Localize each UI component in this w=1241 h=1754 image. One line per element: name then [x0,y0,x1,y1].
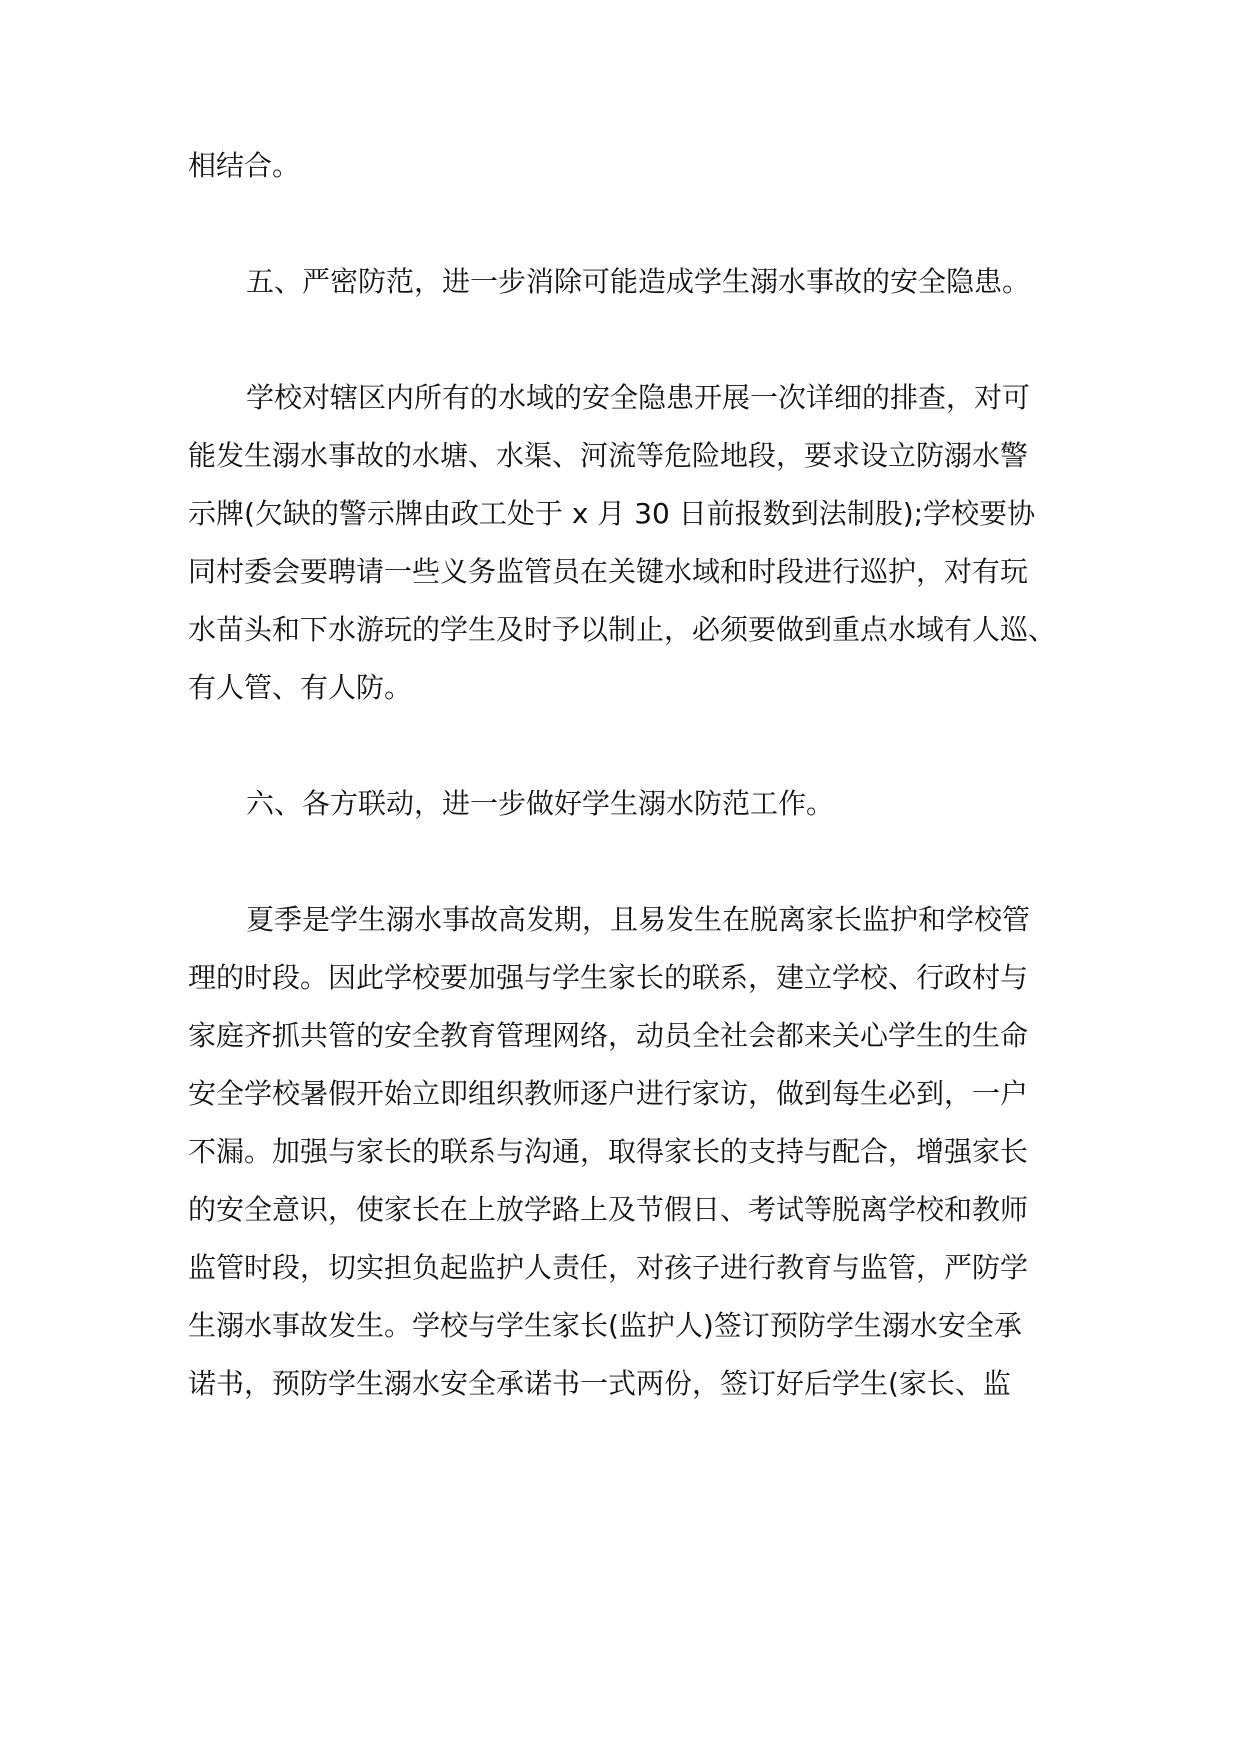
paragraph-line: 同村委会要聘请一些义务监管员在关键水域和时段进行巡护，对有玩 [188,555,1029,588]
paragraph-line: 有人管、有人防。 [188,671,413,704]
paragraph-line: 夏季是学生溺水事故高发期，且易发生在脱离家长监护和学校管 [246,903,1031,936]
paragraph-line: 示牌(欠缺的警示牌由政工处于 x 月 30 日前报数到法制股);学校要协 [188,497,1036,530]
paragraph-line: 水苗头和下水游玩的学生及时予以制止，必须要做到重点水域有人巡、 [188,613,1057,646]
paragraph-line: 学校对辖区内所有的水域的安全隐患开展一次详细的排查，对可 [246,381,1031,414]
paragraph-line: 监管时段，切实担负起监护人责任，对孩子进行教育与监管，严防学 [188,1251,1029,1284]
section-heading-five: 五、严密防范，进一步消除可能造成学生溺水事故的安全隐患。 [246,265,1031,298]
section-heading-six: 六、各方联动，进一步做好学生溺水防范工作。 [246,787,835,820]
paragraph-line: 诺书，预防学生溺水安全承诺书一式两份，签订好后学生(家长、监 [188,1367,1011,1400]
paragraph-line: 安全学校暑假开始立即组织教师逐户进行家访，做到每生必到，一户 [188,1077,1029,1110]
paragraph-line: 生溺水事故发生。学校与学生家长(监护人)签订预防学生溺水安全承 [188,1309,1022,1342]
paragraph-line: 的安全意识，使家长在上放学路上及节假日、考试等脱离学校和教师 [188,1193,1029,1226]
paragraph-line: 不漏。加强与家长的联系与沟通，取得家长的支持与配合，增强家长 [188,1135,1029,1168]
paragraph-line: 能发生溺水事故的水塘、水渠、河流等危险地段，要求设立防溺水警 [188,439,1029,472]
paragraph-line: 理的时段。因此学校要加强与学生家长的联系，建立学校、行政村与 [188,961,1029,994]
paragraph-continuation: 相结合。 [188,149,301,182]
paragraph-line: 家庭齐抓共管的安全教育管理网络，动员全社会都来关心学生的生命 [188,1019,1029,1052]
